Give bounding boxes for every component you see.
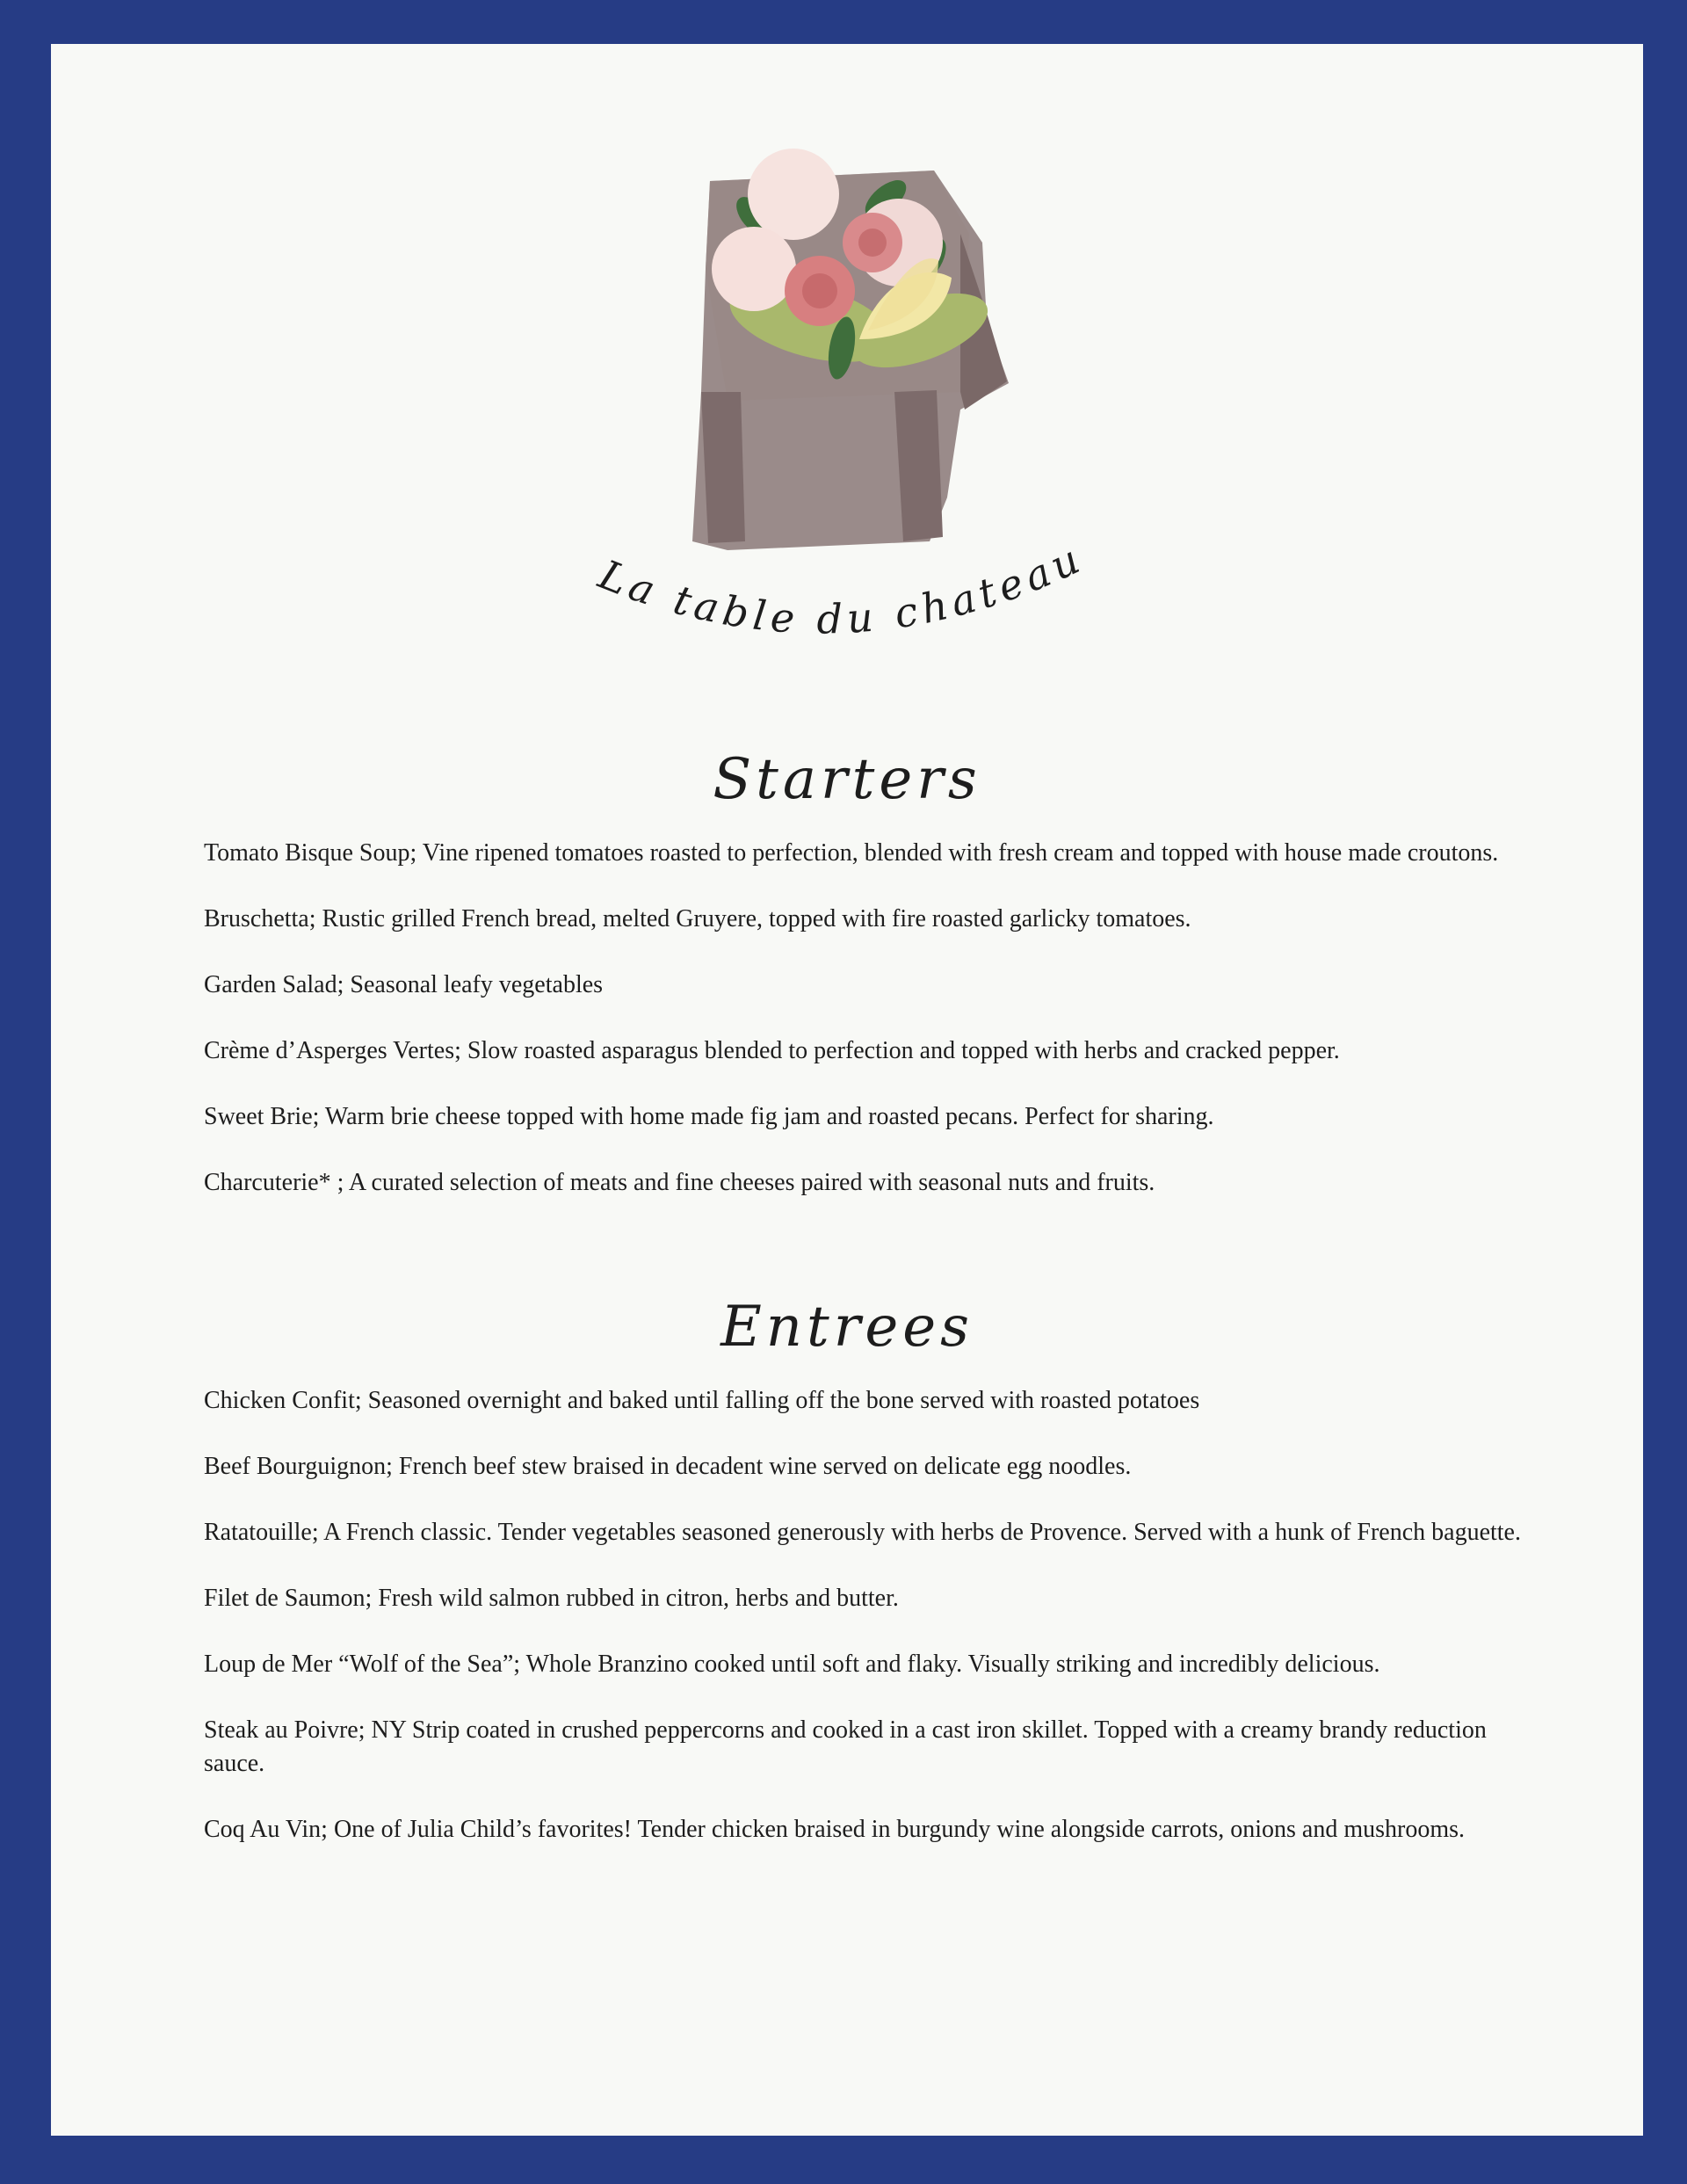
menu-item-description: ; NY Strip coated in crushed peppercorns and cooked in a cast iron skillet. Topped with a creamy brandy reduction sauce.: [204, 1716, 1487, 1777]
menu-item-name: Coq Au Vin: [204, 1816, 322, 1843]
menu-item-name: Bruschetta: [204, 905, 309, 932]
menu-item: [204, 1714, 1539, 1781]
menu-item: [204, 1648, 1539, 1681]
menu-page: [51, 44, 1643, 2136]
menu-item-description: ; Fresh wild salmon rubbed in citron, herbs and butter.: [365, 1585, 899, 1612]
menu-item: [204, 1166, 1539, 1200]
flower-basket-table-icon: [657, 128, 1114, 603]
section-heading-starters: Starters: [713, 747, 981, 812]
menu-item: [204, 903, 1539, 936]
menu-item-description: ; Slow roasted asparagus blended to perfection and topped with herbs and cracked pepper.: [454, 1037, 1340, 1064]
menu-item: [204, 1450, 1539, 1484]
menu-item-description: ; Seasoned overnight and baked until falling off the bone served with roasted potatoes: [354, 1387, 1200, 1414]
menu-item-name: Crème d’Asperges Vertes: [204, 1037, 455, 1064]
menu-item-name: Steak au Poivre: [204, 1716, 358, 1744]
menu-item-description: ; One of Julia Child’s favorites! Tender chicken braised in burgundy wine alongside carrots, onions and mushrooms.: [321, 1816, 1466, 1843]
menu-item-description: ; Vine ripened tomatoes roasted to perfection, blended with fresh cream and topped with house made croutons.: [409, 839, 1499, 867]
menu-item: [204, 1582, 1539, 1615]
menu-item: [204, 969, 1539, 1002]
menu-item-name: Charcuterie*: [204, 1169, 337, 1196]
menu-item: [204, 1813, 1539, 1847]
svg-text:La table du chateau: La table du chateau: [592, 536, 1091, 643]
menu-item-name: Loup de Mer “Wolf of the Sea”: [204, 1651, 514, 1678]
menu-item-description: ; Warm brie cheese topped with home made fig jam and roasted pecans. Perfect for sharing.: [312, 1103, 1214, 1130]
menu-item: [204, 1384, 1539, 1418]
starters-list: [204, 837, 1539, 1232]
entrees-list: [204, 1384, 1539, 1879]
menu-item-name: Tomato Bisque Soup: [204, 839, 410, 867]
menu-item-name: Beef Bourguignon: [204, 1453, 387, 1480]
menu-item-name: Garden Salad: [204, 971, 337, 998]
menu-item-description: ; A curated selection of meats and fine cheeses paired with seasonal nuts and fruits.: [337, 1169, 1155, 1196]
menu-item: [204, 1516, 1539, 1549]
menu-item-description: ; Whole Branzino cooked until soft and flaky. Visually striking and incredibly delicious.: [513, 1651, 1380, 1678]
menu-item-name: Sweet Brie: [204, 1103, 313, 1130]
menu-item-name: Chicken Confit: [204, 1387, 355, 1414]
menu-item-description: ; French beef stew braised in decadent wine served on delicate egg noodles.: [386, 1453, 1132, 1480]
brand-title: [51, 536, 1643, 712]
menu-item: [204, 1100, 1539, 1134]
section-heading-entrees: Entrees: [720, 1295, 974, 1360]
menu-item-description: ; A French classic. Tender vegetables seasoned generously with herbs de Provence. Served with a hunk of French baguette.: [311, 1519, 1521, 1546]
menu-item-description: ; Seasonal leafy vegetables: [337, 971, 604, 998]
menu-item: [204, 1034, 1539, 1068]
menu-item-description: ; Rustic grilled French bread, melted Gruyere, topped with fire roasted garlicky tomatoes.: [308, 905, 1191, 932]
menu-item: [204, 837, 1539, 870]
menu-item-name: Ratatouille: [204, 1519, 312, 1546]
menu-item-name: Filet de Saumon: [204, 1585, 366, 1612]
